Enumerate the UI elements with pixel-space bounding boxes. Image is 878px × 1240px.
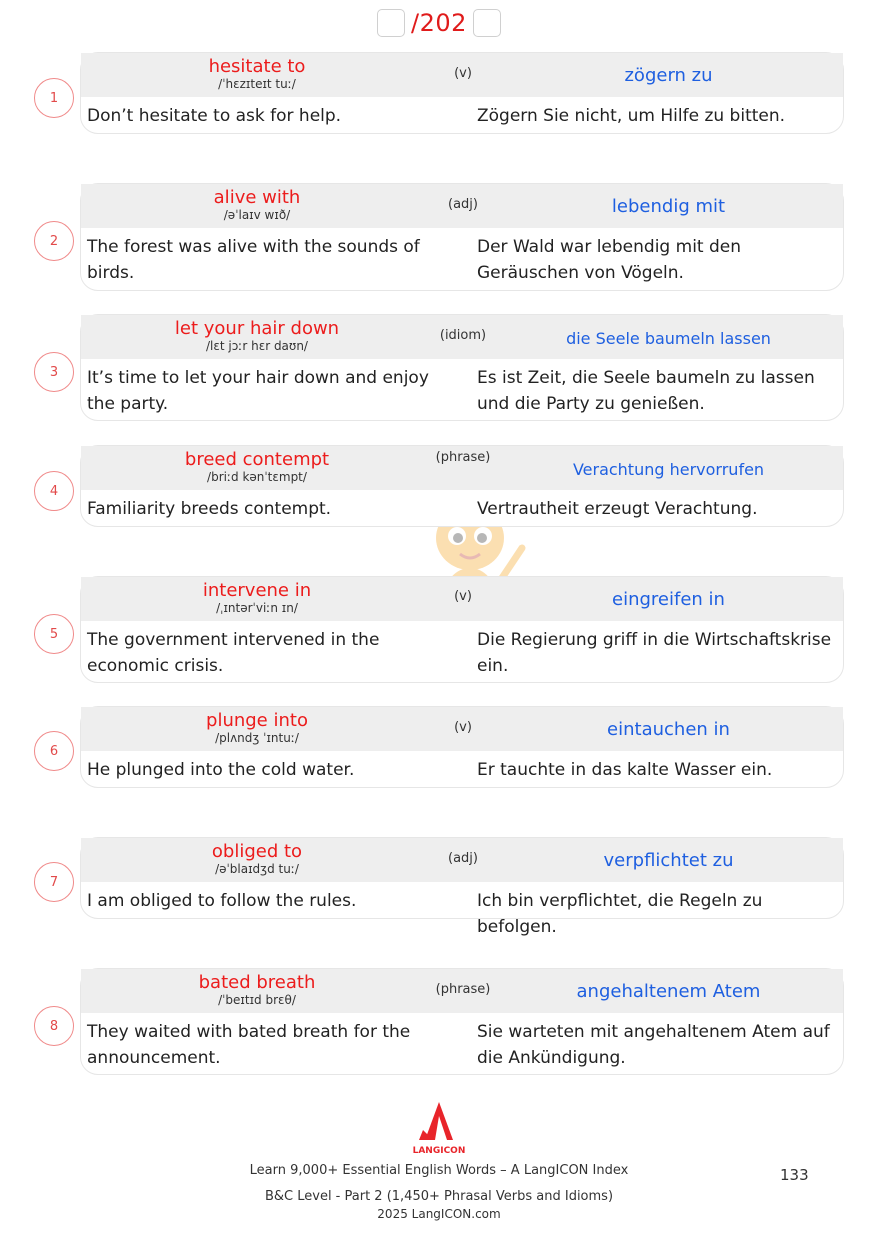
example-english: They waited with bated breath for the announcement. [87, 1022, 411, 1068]
footer-title: Learn 9,000+ Essential English Words – A LangICON Index [249, 1163, 629, 1178]
vocab-card [80, 576, 844, 683]
term: intervene in [202, 580, 312, 601]
translation: die Seele baumeln lassen [566, 329, 771, 348]
example-german: Sie warteten mit angehaltenem Atem auf die Ankündigung. [477, 1022, 830, 1068]
translation: eingreifen in [612, 589, 725, 610]
term: plunge into [206, 710, 308, 731]
entry-number: 8 [34, 1006, 74, 1046]
ipa: /ˈbeɪtɪd brɛθ/ [218, 993, 296, 1007]
example-english: I am obliged to follow the rules. [87, 891, 357, 911]
translation: zögern zu [624, 65, 713, 86]
entry-number: 4 [34, 471, 74, 511]
vocab-card [80, 968, 844, 1075]
langicon-logo-icon [409, 1100, 469, 1156]
ipa: /lɛt jɔːr hɛr daʊn/ [206, 339, 308, 353]
entry-number: 2 [34, 221, 74, 261]
card-header [81, 969, 843, 1013]
example-english: He plunged into the cold water. [87, 760, 355, 780]
entry-number: 3 [34, 352, 74, 392]
page-number: 133 [780, 1166, 809, 1184]
part-of-speech: (v) [454, 589, 472, 604]
card-header [81, 707, 843, 751]
translation: lebendig mit [611, 196, 726, 217]
translation: angehaltenem Atem [576, 981, 761, 1002]
part-of-speech: (adj) [448, 851, 478, 866]
example-german: Zögern Sie nicht, um Hilfe zu bitten. [477, 106, 786, 126]
card-header [81, 838, 843, 882]
part-of-speech: (adj) [448, 197, 478, 212]
part-of-speech: (v) [454, 720, 472, 735]
ipa: /ˌɪntərˈviːn ɪn/ [216, 601, 298, 615]
page-counter [0, 8, 878, 38]
ipa: /ˈhɛzɪteɪt tuː/ [218, 77, 296, 91]
footer-subtitle: B&C Level - Part 2 (1,450+ Phrasal Verbs and Idioms) [264, 1189, 614, 1204]
entry-number: 1 [34, 78, 74, 118]
example-english: It’s time to let your hair down and enjoy the party. [87, 368, 429, 414]
example-german: Der Wald war lebendig mit den Geräuschen von Vögeln. [477, 237, 742, 283]
entry-number: 5 [34, 614, 74, 654]
term: obliged to [211, 841, 303, 862]
example-german: Vertrautheit erzeugt Verachtung. [477, 499, 758, 519]
translation: eintauchen in [607, 719, 730, 740]
page-input-box-right[interactable] [473, 9, 501, 37]
term: breed contempt [184, 449, 330, 470]
ipa: /briːd kənˈtɛmpt/ [207, 470, 307, 484]
page-total: /202 [411, 9, 467, 37]
logo-text: LANGICON [412, 1146, 466, 1156]
card-header [81, 577, 843, 621]
term: hesitate to [208, 56, 306, 77]
entry-number: 6 [34, 731, 74, 771]
part-of-speech: (v) [454, 66, 472, 81]
example-german: Ich bin verpflichtet, die Regeln zu befolgen. [477, 891, 763, 937]
ipa: /əˈlaɪv wɪð/ [223, 208, 291, 222]
footer-copyright: 2025 LangICON.com [377, 1207, 501, 1221]
example-german: Es ist Zeit, die Seele baumeln zu lassen und die Party zu genießen. [477, 368, 815, 414]
example-english: Don’t hesitate to ask for help. [87, 106, 342, 126]
example-english: The government intervened in the economic crisis. [87, 630, 380, 676]
example-german: Die Regierung griff in die Wirtschaftskrise ein. [477, 630, 832, 676]
term: bated breath [198, 972, 316, 993]
vocab-card [80, 52, 844, 134]
ipa: /plʌndʒ ˈɪntuː/ [215, 731, 299, 745]
entry-number: 7 [34, 862, 74, 902]
term: alive with [213, 187, 301, 208]
vocab-card [80, 314, 844, 421]
translation: verpflichtet zu [603, 850, 734, 871]
vocab-card [80, 183, 844, 291]
ipa: /əˈblaɪdʒd tuː/ [215, 862, 299, 876]
card-header [81, 315, 843, 359]
card-header [81, 446, 843, 490]
vocab-card [80, 445, 844, 527]
term: let your hair down [174, 318, 340, 339]
card-header [81, 53, 843, 97]
vocab-card [80, 837, 844, 937]
card-header [81, 184, 843, 228]
part-of-speech: (idiom) [439, 328, 487, 343]
example-german: Er tauchte in das kalte Wasser ein. [477, 760, 773, 780]
translation: Verachtung hervorrufen [572, 460, 765, 479]
part-of-speech: (phrase) [435, 982, 491, 997]
example-english: Familiarity breeds contempt. [87, 499, 332, 519]
part-of-speech: (phrase) [435, 450, 491, 465]
example-english: The forest was alive with the sounds of birds. [87, 237, 420, 283]
vocab-card [80, 706, 844, 788]
page-input-box-left[interactable] [377, 9, 405, 37]
